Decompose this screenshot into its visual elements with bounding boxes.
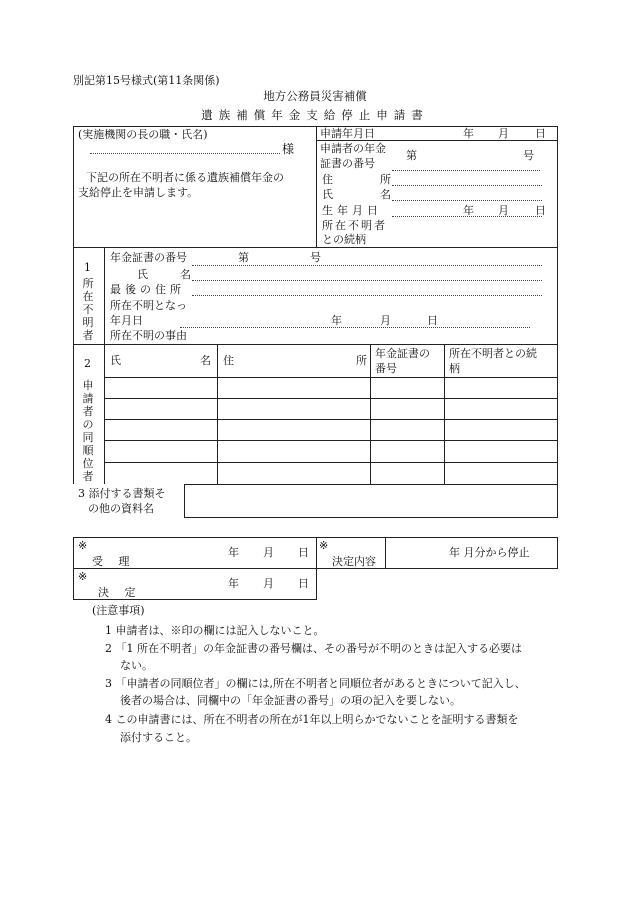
section2-heading: 申請者の同順位者 [82, 379, 94, 483]
form-title: 遺族補償年金支給停止申請書 [201, 108, 429, 122]
date-label: 申請年月日 [320, 127, 375, 140]
received-month: 月 [263, 546, 274, 559]
s1-reason-label: 所在不明の事由 [110, 329, 187, 342]
note-4: 4 この申請書には、所在不明者の所在が1年以上明らかでないことを証明する書類を [105, 713, 519, 726]
s1-cert-label: 年金証書の番号 [110, 251, 187, 264]
s2-col-relation-2: 柄 [449, 362, 460, 375]
s1-cert-dai: 第 [238, 251, 249, 264]
note-4-cont: 添付すること。 [120, 731, 197, 744]
section2-number: 2 [84, 357, 91, 370]
cert-label-2: 証書の番号 [320, 157, 375, 170]
s3-label-1: 3 添付する書類そ [78, 487, 166, 500]
s1-day: 日 [427, 314, 438, 327]
cert-dai: 第 [406, 149, 417, 162]
date-day: 日 [535, 127, 546, 140]
relation-label-1: 所在不明者 [322, 219, 387, 232]
date-month: 月 [498, 127, 509, 140]
decision-day: 日 [298, 577, 309, 590]
s1-year: 年 [331, 314, 342, 327]
s1-month: 月 [380, 314, 391, 327]
s2-col-cert-2: 番号 [375, 362, 397, 375]
institution-label: (実施機関の長の職・氏名) [78, 128, 208, 141]
stop-from-text: 年 月分から停止 [449, 546, 530, 559]
address-label-1: 住 [322, 173, 333, 186]
s1-cert-go: 号 [310, 251, 321, 264]
form-number: 別記第15号様式(第11条関係) [73, 74, 220, 87]
s2-col-address-2: 所 [356, 354, 367, 367]
s2-col-name-1: 氏 [110, 354, 121, 367]
birth-label: 生年月日 [322, 204, 382, 217]
office-mark-decision: ※ [78, 570, 88, 583]
address-label-2: 所 [380, 173, 391, 186]
relation-label-2: との続柄 [322, 233, 366, 246]
note-1: 1 申請者は、※印の欄には記入しないこと。 [105, 624, 325, 637]
section1-number: 1 [84, 261, 91, 274]
received-day: 日 [298, 546, 309, 559]
birth-month: 月 [498, 204, 509, 217]
title-line-1: 地方公務員災害補償 [263, 89, 367, 103]
office-mark-received: ※ [78, 539, 88, 552]
office-mark-content: ※ [319, 539, 329, 552]
name-label-1: 氏 [322, 188, 333, 201]
s3-label-2: の他の資料名 [88, 502, 154, 515]
decided-content-label: 決定内容 [332, 555, 376, 568]
s2-col-address-1: 住 [223, 354, 234, 367]
s1-missing-since-1: 所在不明となっ [110, 299, 187, 312]
statement-line-2: 支給停止を申請します。 [78, 186, 199, 199]
statement-line-1: 下記の所在不明者に係る遺族補償年金の [86, 171, 284, 184]
s2-col-relation-1: 所在不明者との続 [449, 347, 537, 360]
s1-last-address-label: 最後の住所 [110, 283, 185, 296]
honorific: 様 [282, 142, 295, 156]
decision-label: 決 定 [98, 586, 142, 599]
note-2: 2 「1 所在不明者」の年金証書の番号欄は、その番号が不明のときは記入する必要は [105, 642, 522, 655]
notes-title: (注意事項) [92, 604, 145, 617]
name-label-2: 名 [380, 188, 391, 201]
s2-col-cert-1: 年金証書の [375, 347, 430, 360]
note-3: 3 「申請者の同順位者」の欄には,所在不明者と同順位者があるときについて記入し、 [105, 677, 526, 690]
birth-day: 日 [535, 204, 546, 217]
s1-name-label-1: 氏 [137, 268, 148, 281]
received-year: 年 [228, 546, 239, 559]
date-year: 年 [463, 127, 474, 140]
s2-col-name-2: 名 [200, 354, 211, 367]
s1-missing-since-2: 年月日 [110, 314, 143, 327]
note-2-cont: ない。 [120, 659, 153, 672]
note-3-cont: 後者の場合は、同欄中の「年金証書の番号」の項の記入を要しない。 [120, 694, 461, 707]
cert-go: 号 [523, 149, 534, 162]
cert-label-1: 申請者の年金 [320, 142, 386, 155]
decision-month: 月 [263, 577, 274, 590]
birth-year: 年 [463, 204, 474, 217]
decision-year: 年 [228, 577, 239, 590]
s1-name-label-2: 名 [180, 268, 191, 281]
section1-heading: 所在不明者 [82, 277, 94, 342]
received-label: 受 理 [92, 555, 136, 568]
